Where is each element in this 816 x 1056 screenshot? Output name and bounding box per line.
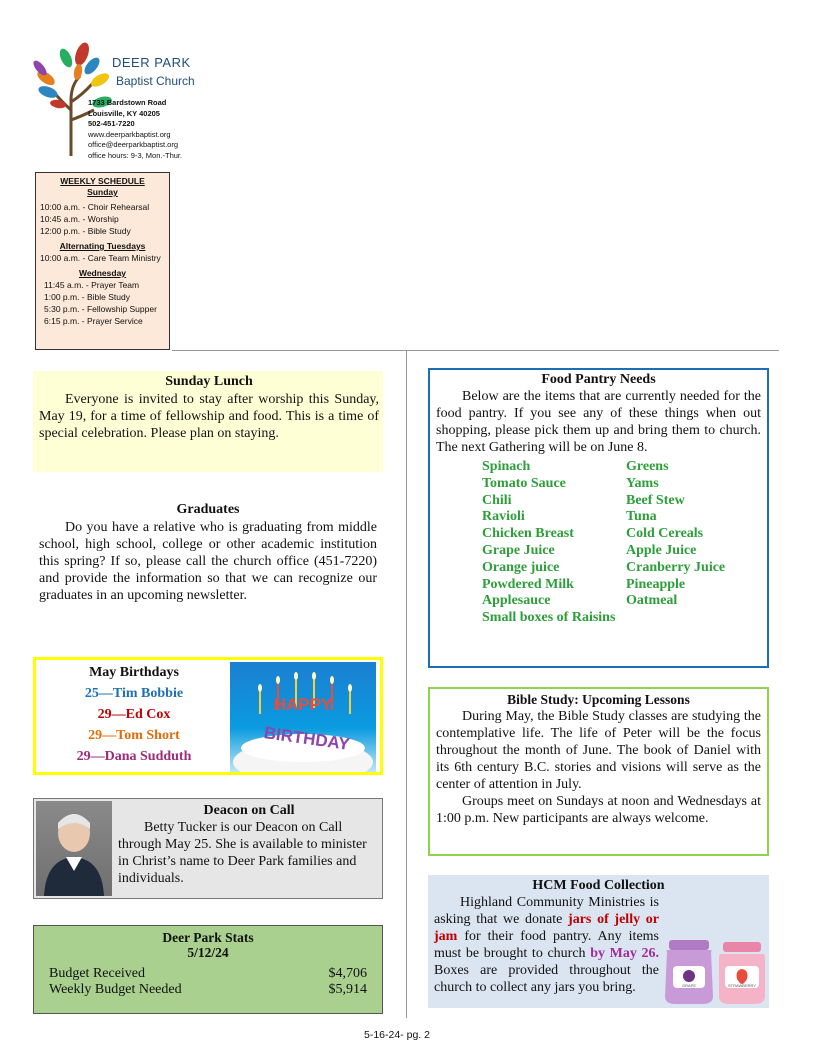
person-icon (36, 801, 112, 896)
pantry-item: Powdered Milk (482, 576, 574, 592)
food-pantry-box (428, 368, 769, 668)
deacon-title: Deacon on Call (203, 803, 295, 818)
lunch-body: Everyone is invited to stay after worship this Sunday, May 19, for a time of fellowship and food. This is a time of special celebration. Please plan on staying. (39, 392, 379, 441)
pantry-item: Cranberry Juice (626, 559, 726, 575)
stats-title: Deer Park Stats (162, 930, 254, 945)
birthday-item: 29—Tom Short (88, 728, 180, 743)
schedule-item: 6:15 p.m. - Prayer Service (44, 316, 143, 326)
pantry-list (436, 459, 761, 627)
website[interactable]: www.deerparkbaptist.org (88, 129, 171, 139)
schedule-item: 5:30 p.m. - Fellowship Supper (44, 304, 157, 314)
pantry-body: Below are the items that are currently needed for the food pantry. If you see any of these things when out shopping, please pick them up and bring them to church. The next Gathering will be on June 8. (436, 389, 761, 455)
church-name: DEER PARK (112, 55, 191, 70)
pantry-item: Chili (482, 492, 512, 508)
birthday-item: 29—Ed Cox (97, 707, 171, 722)
pantry-item: Spinach (482, 459, 531, 474)
birthday-item: 25—Tim Bobbie (84, 686, 184, 701)
stats-box (33, 925, 383, 1014)
hcm-body-end: Boxes are provided throughout the church to collect any jars you bring. (434, 963, 659, 995)
hcm-highlight-date: by May 26. (590, 946, 659, 961)
office-hours: office hours: 9-3, Mon.-Thur. (88, 150, 183, 160)
pantry-item: Tomato Sauce (482, 475, 566, 491)
pantry-item: Small boxes of Raisins (482, 610, 616, 626)
birthdays-box (33, 657, 383, 775)
weekly-schedule (35, 172, 170, 350)
schedule-title: WEEKLY SCHEDULE (60, 176, 145, 186)
hcm-body (434, 894, 763, 996)
pantry-item: Beef Stew (626, 492, 685, 508)
bible-study-box (428, 687, 769, 856)
vertical-divider (406, 350, 407, 1018)
birthday-cake-image (230, 662, 376, 772)
hcm-body-start: Highland Community Ministries is asking that we donate (434, 895, 659, 927)
stats-value: $4,706 (328, 966, 367, 981)
hcm-title: HCM Food Collection (532, 878, 665, 893)
pantry-col-2 (626, 459, 725, 627)
birthday-item: 29—Dana Sudduth (76, 749, 192, 764)
hcm-box (428, 875, 769, 1008)
schedule-item: 10:00 a.m. - Choir Rehearsal (40, 202, 150, 212)
birthday-letters: BIRTHDAY (262, 723, 351, 754)
schedule-wednesday-heading: Wednesday (78, 268, 127, 278)
phone: 502-451-7220 (88, 119, 135, 128)
deacon-box (33, 798, 383, 899)
address-city: Louisville, KY 40205 (88, 108, 160, 118)
pantry-item: Grape Juice (482, 542, 555, 558)
pantry-item: Apple Juice (626, 542, 697, 558)
bible-title: Bible Study: Upcoming Lessons (507, 692, 690, 707)
graduates-title: Graduates (176, 502, 240, 517)
pantry-item: Applesauce (482, 593, 551, 609)
stats-row (49, 982, 367, 998)
pantry-col-1 (482, 459, 626, 627)
horizontal-divider (172, 350, 779, 351)
birthdays-list (36, 662, 232, 767)
schedule-item: 10:00 a.m. - Care Team Ministry (40, 253, 161, 263)
bible-body-1: During May, the Bible Study classes are studying the contemplative life. The life of Peter will be the focus throughout the month of June. The book of Daniel with its 6th century B.C. stories and visions will serve as the center of attention in July. (436, 709, 761, 792)
schedule-item: 10:45 a.m. - Worship (40, 214, 119, 224)
pantry-item: Greens (626, 459, 669, 474)
schedule-item: 1:00 p.m. - Bible Study (44, 292, 130, 302)
address-street: 1733 Bardstown Road (88, 98, 167, 107)
pantry-item: Orange juice (482, 559, 560, 575)
pantry-item: Yams (626, 475, 659, 491)
stats-row (49, 966, 367, 982)
pantry-item: Pineapple (626, 576, 686, 592)
deacon-body: Betty Tucker is our Deacon on Call through May 25. She is available to minister in Christ’s name to Deer Park families and individuals. (118, 820, 367, 886)
pantry-item: Chicken Breast (482, 526, 574, 542)
deacon-text (118, 803, 380, 887)
graduates-section (33, 502, 383, 604)
graduates-body: Do you have a relative who is graduating from middle school, high school, college or other academic institution this spring? If so, please call the church office (451-7220) and provide the information so that we can recognize our graduates in an upcoming newsletter. (39, 520, 377, 603)
birthday-cake-icon (230, 662, 376, 772)
deacon-photo (36, 801, 112, 896)
happy-letters: HAPPY (273, 695, 333, 714)
bible-body-2: Groups meet on Sundays at noon and Wednesdays at 1:00 p.m. New participants are always welcome. (436, 794, 761, 826)
schedule-item: 12:00 p.m. - Bible Study (40, 226, 131, 236)
page-footer: 5-16-24- pg. 2 (364, 1029, 430, 1041)
stats-label: Weekly Budget Needed (49, 982, 182, 997)
pantry-item: Ravioli (482, 509, 525, 525)
schedule-sunday-heading: Sunday (87, 187, 118, 197)
church-address (88, 98, 182, 161)
birthdays-title: May Birthdays (89, 665, 179, 680)
pantry-title: Food Pantry Needs (541, 372, 656, 387)
church-subtitle: Baptist Church (116, 74, 195, 88)
pantry-item: Tuna (626, 509, 657, 525)
jar-label-strawberry: STRAWBERRY (727, 983, 757, 988)
pantry-item: Oatmeal (626, 593, 678, 609)
jar-label-grape: GRAPE (681, 983, 697, 988)
stats-value: $5,914 (328, 982, 367, 997)
schedule-tuesday-heading: Alternating Tuesdays (59, 241, 146, 251)
hcm-highlight-jars: jars of jelly or jam (434, 912, 660, 944)
pantry-item: Cold Cereals (626, 526, 704, 542)
lunch-title: Sunday Lunch (165, 374, 253, 389)
email[interactable]: office@deerparkbaptist.org (88, 140, 179, 149)
sunday-lunch-box (33, 371, 383, 472)
schedule-item: 11:45 a.m. - Prayer Team (44, 280, 140, 290)
stats-label: Budget Received (49, 966, 146, 981)
hcm-body-middle: for their food pantry. Any items must be brought to church (434, 929, 659, 961)
stats-date: 5/12/24 (187, 945, 229, 960)
